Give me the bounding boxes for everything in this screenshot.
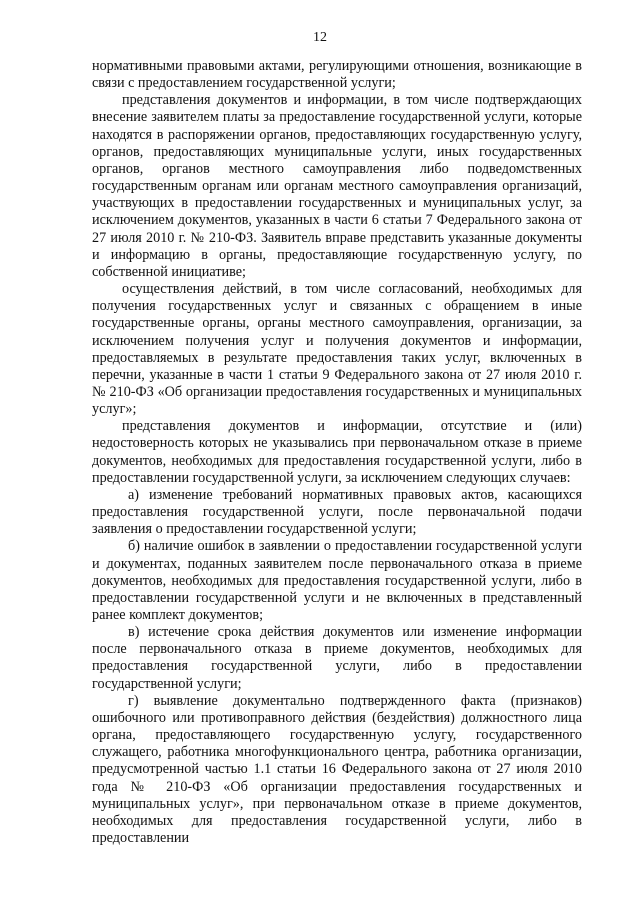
list-item-c: в) истечение срока действия документов или изменение информации после первоначального отказа в приеме документов, необходимых для предоставления государственной услуги, либо в предоставлении государственной услуги;	[92, 624, 582, 692]
paragraph-documents-information: представления документов и информации, в том числе подтверждающих внесение заявителем платы за предоставление государственной услуги, которые находятся в распоряжении органов, предоставляющих государственную услугу, органов, предоставляющих муниципальные услуги, иных государственных органов, органов местного самоуправления либо подведомственных государственным органам или органам местного самоуправления организаций, участвующих в предоставлении государственных и муниципальных услуг, за исключением документов, указанных в части 6 статьи 7 Федерального закона от 27 июля 2010 г. № 210-ФЗ. Заявитель вправе представить указанные документы и информацию в органы, предоставляющие государственную услугу, по собственной инициативе;	[92, 92, 582, 280]
paragraph-refusal-exceptions: представления документов и информации, отсутствие и (или) недостоверность которых не указывались при первоначальном отказе в приеме документов, необходимых для предоставления государственной услуги, либо в предоставлении государственной услуги, за исключением следующих случаев:	[92, 418, 582, 486]
paragraph-continuation: нормативными правовыми актами, регулирующими отношения, возникающие в связи с предоставлением государственной услуги;	[92, 58, 582, 92]
paragraph-actions-approvals: осуществления действий, в том числе согласований, необходимых для получения государственных услуг и связанных с обращением в иные государственные органы, органы местного самоуправления, организации, за исключением получения услуг и получения документов и информации, предоставляемых в результате предоставления таких услуг, включенных в перечни, указанные в части 1 статьи 9 Федерального закона от 27 июля 2010 г. № 210-ФЗ «Об организации предоставления государственных и муниципальных услуг»;	[92, 281, 582, 418]
page-number: 12	[313, 30, 327, 45]
body-text	[92, 58, 582, 847]
list-item-a: а) изменение требований нормативных правовых актов, касающихся предоставления государственной услуги, после первоначальной подачи заявления о предоставлении государственной услуги;	[92, 486, 582, 538]
list-item-b: б) наличие ошибок в заявлении о предоставлении государственной услуги и документах, поданных заявителем после первоначального отказа в приеме документов, необходимых для предоставления государственной услуги, либо в предоставлении государственной услуги и не включенных в представленный ранее комплект документов;	[92, 538, 582, 623]
list-item-d: г) выявление документально подтвержденного факта (признаков) ошибочного или противоправного действия (бездействия) должностного лица органа, предоставляющего государственную услугу, государственного служащего, работника многофункционального центра, работника организации, предусмотренной частью 1.1 статьи 16 Федерального закона от 27 июля 2010 года № 210-ФЗ «Об организации предоставления государственных и муниципальных услуг», при первоначальном отказе в приеме документов, необходимых для предоставления государственной услуги, либо в предоставлении	[92, 692, 582, 847]
